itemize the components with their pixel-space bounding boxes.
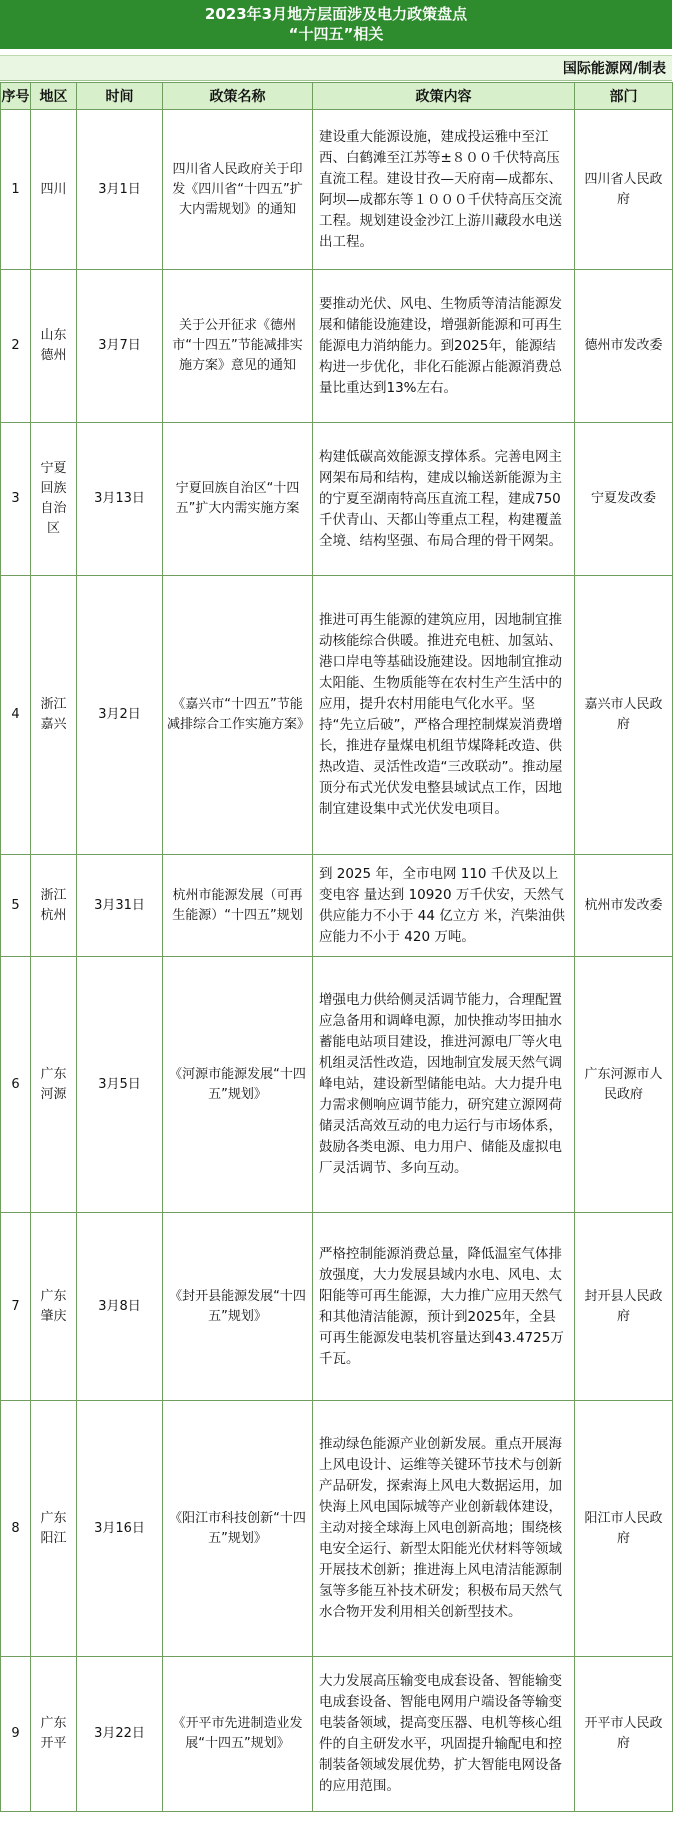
cell-date: 3月8日 <box>77 1213 163 1401</box>
cell-region: 广东河源 <box>31 957 77 1213</box>
title-line-1: 2023年3月地方层面涉及电力政策盘点 <box>204 5 468 23</box>
cell-seq: 5 <box>1 855 31 957</box>
table-row <box>1 110 673 270</box>
cell-department: 阳江市人民政府 <box>575 1401 673 1657</box>
cell-policy-content: 严格控制能源消费总量，降低温室气体排放强度，大力发展县域内水电、风电、太阳能等可再生能源，大力推广应用天然气和其他清洁能源，预计到2025年，全县可再生能源发电装机容量达到43.4725万千瓦。 <box>313 1213 575 1401</box>
cell-date: 3月13日 <box>77 423 163 576</box>
cell-seq: 7 <box>1 1213 31 1401</box>
table-header-row <box>1 83 673 110</box>
header-seq: 序号 <box>1 83 31 110</box>
cell-department: 德州市发改委 <box>575 270 673 423</box>
header-policy-content: 政策内容 <box>313 83 575 110</box>
header-region: 地区 <box>31 83 77 110</box>
cell-policy-content: 推进可再生能源的建筑应用，因地制宜推动核能综合供暖。推进充电桩、加氢站、港口岸电等基础设施建设。因地制宜推动太阳能、生物质能等在农村生产生活中的应用，提升农村用能电气化水平。坚持“先立后破”，严格合理控制煤炭消费增长，推进存量煤电机组节煤降耗改造、供热改造、灵活性改造“三改联动”。推动屋顶分布式光伏发电整县域试点工作，因地制宜建设集中式光伏发电项目。 <box>313 576 575 855</box>
cell-policy-name: 关于公开征求《德州市“十四五”节能减排实施方案》意见的通知 <box>163 270 313 423</box>
cell-department: 宁夏发改委 <box>575 423 673 576</box>
cell-region: 山东德州 <box>31 270 77 423</box>
cell-seq: 4 <box>1 576 31 855</box>
table-row <box>1 855 673 957</box>
cell-seq: 3 <box>1 423 31 576</box>
cell-department: 封开县人民政府 <box>575 1213 673 1401</box>
cell-region: 浙江杭州 <box>31 855 77 957</box>
cell-policy-content: 推动绿色能源产业创新发展。重点开展海上风电设计、运维等关键环节技术与创新产品研发，探索海上风电大数据运用，加快海上风电国际城等产业创新载体建设，主动对接全球海上风电创新高地；围绕核电安全运行、新型太阳能光伏材料等领域开展技术创新；推进海上风电清洁能源制氢等多能互补技术研发；积极布局天然气水合物开发利用相关创新型技术。 <box>313 1401 575 1657</box>
policy-table <box>0 82 673 1812</box>
cell-seq: 2 <box>1 270 31 423</box>
cell-policy-name: 《封开县能源发展“十四五”规划》 <box>163 1213 313 1401</box>
cell-policy-content: 大力发展高压输变电成套设备、智能输变电成套设备、智能电网用户端设备等输变电装备领域，提高变压器、电机等核心组件的自主研发水平，巩固提升输配电和控制装备领域发展优势，扩大智能电网设备的应用范围。 <box>313 1657 575 1812</box>
cell-date: 3月7日 <box>77 270 163 423</box>
cell-region: 广东阳江 <box>31 1401 77 1657</box>
table-row <box>1 1657 673 1812</box>
cell-region: 浙江嘉兴 <box>31 576 77 855</box>
cell-seq: 1 <box>1 110 31 270</box>
cell-department: 杭州市发改委 <box>575 855 673 957</box>
cell-region: 宁夏回族自治区 <box>31 423 77 576</box>
title-banner <box>0 0 672 49</box>
cell-policy-name: 《阳江市科技创新“十四五”规划》 <box>163 1401 313 1657</box>
cell-date: 3月1日 <box>77 110 163 270</box>
header-department: 部门 <box>575 83 673 110</box>
table-row <box>1 423 673 576</box>
cell-date: 3月16日 <box>77 1401 163 1657</box>
cell-policy-name: 《河源市能源发展“十四五”规划》 <box>163 957 313 1213</box>
header-policy-name: 政策名称 <box>163 83 313 110</box>
cell-policy-name: 杭州市能源发展（可再生能源）“十四五”规划 <box>163 855 313 957</box>
table-row <box>1 957 673 1213</box>
header-date: 时间 <box>77 83 163 110</box>
cell-department: 开平市人民政府 <box>575 1657 673 1812</box>
table-row <box>1 576 673 855</box>
cell-policy-name: 宁夏回族自治区“十四五”扩大内需实施方案 <box>163 423 313 576</box>
table-row <box>1 1213 673 1401</box>
cell-department: 四川省人民政府 <box>575 110 673 270</box>
cell-seq: 9 <box>1 1657 31 1812</box>
cell-region: 四川 <box>31 110 77 270</box>
cell-date: 3月22日 <box>77 1657 163 1812</box>
cell-region: 广东肇庆 <box>31 1213 77 1401</box>
table-row <box>1 1401 673 1657</box>
cell-policy-content: 到 2025 年，全市电网 110 千伏及以上变电容 量达到 10920 万千伏安，天然气供应能力不小于 44 亿立方 米，汽柴油供应能力不小于 420 万吨。 <box>313 855 575 957</box>
cell-department: 广东河源市人民政府 <box>575 957 673 1213</box>
cell-date: 3月2日 <box>77 576 163 855</box>
cell-policy-name: 《开平市先进制造业发展“十四五”规划》 <box>163 1657 313 1812</box>
table-row <box>1 270 673 423</box>
cell-region: 广东开平 <box>31 1657 77 1812</box>
cell-policy-name: 四川省人民政府关于印发《四川省“十四五”扩大内需规划》的通知 <box>163 110 313 270</box>
cell-seq: 8 <box>1 1401 31 1657</box>
cell-policy-content: 增强电力供给侧灵活调节能力，合理配置应急备用和调峰电源，加快推动岑田抽水蓄能电站项目建设，推进河源电厂等火电机组灵活性改造，因地制宜发展天然气调峰电站，建设新型储能电站。大力提升电力需求侧响应调节能力，研究建立源网荷储灵活高效互动的电力运行与市场体系，鼓励各类电源、电力用户、储能及虚拟电厂灵活调节、多向互动。 <box>313 957 575 1213</box>
cell-policy-name: 《嘉兴市“十四五”节能减排综合工作实施方案》 <box>163 576 313 855</box>
cell-seq: 6 <box>1 957 31 1213</box>
cell-department: 嘉兴市人民政府 <box>575 576 673 855</box>
title-line-2: “十四五”相关 <box>288 25 384 43</box>
cell-policy-content: 构建低碳高效能源支撑体系。完善电网主网架布局和结构，建成以输送新能源为主的宁夏至湖南特高压直流工程，建成750千伏青山、天都山等重点工程，构建覆盖全境、结构坚强、布局合理的骨干网架。 <box>313 423 575 576</box>
cell-policy-content: 要推动光伏、风电、生物质等清洁能源发展和储能设施建设，增强新能源和可再生能源电力消纳能力。到2025年，能源结构进一步优化，非化石能源占能源消费总量比重达到13%左右。 <box>313 270 575 423</box>
cell-policy-content: 建设重大能源设施，建成投运雅中至江西、白鹤滩至江苏等±８００千伏特高压直流工程。建设甘孜—天府南—成都东、阿坝—成都东等１０００千伏特高压交流工程。规划建设金沙江上游川藏段水电送出工程。 <box>313 110 575 270</box>
cell-date: 3月31日 <box>77 855 163 957</box>
source-credit: 国际能源网/制表 <box>0 55 672 81</box>
cell-date: 3月5日 <box>77 957 163 1213</box>
